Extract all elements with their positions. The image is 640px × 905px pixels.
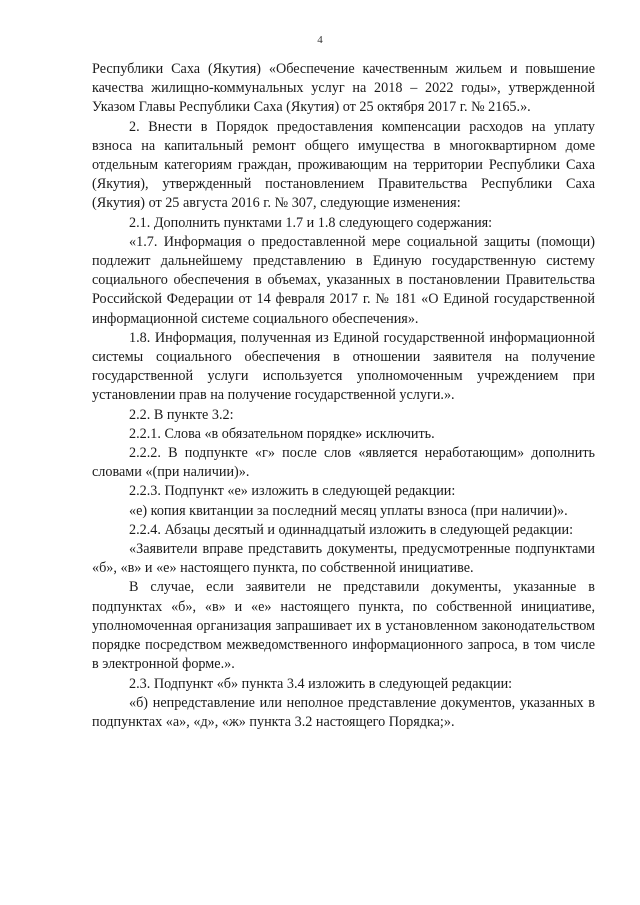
paragraph-4: «1.7. Информация о предоставленной мере социальной защиты (помощи) подлежит дальнейшему представлению в Единую государственную систему социального обеспечения в объемах, указанных в постановлении Правительства Российской Федерации от 14 февраля 2017 г. № 181 «О Единой государственной информационной системе социального обеспечения». [92,233,595,327]
page-number: 4 [317,34,323,46]
paragraph-1: Республики Саха (Якутия) «Обеспечение качественным жильем и повышение качества жилищно-коммунальных услуг на 2018 – 2022 годы», утвержденной Указом Главы Республики Саха (Якутия) от 25 октября 2017 г. № 2165.». [92,61,595,116]
paragraph-14: 2.3. Подпункт «б» пункта 3.4 изложить в следующей редакции: [129,675,513,692]
paragraph-7: 2.2.1. Слова «в обязательном порядке» исключить. [129,425,435,442]
paragraph-5: 1.8. Информация, полученная из Единой государственной информационной системы социального обеспечения в отношении заявителя на получение государственной услуги используется уполномоченным учреждением при установлении прав на получение государственной услуги.». [92,329,595,404]
paragraph-13: В случае, если заявители не представили документы, указанные в подпунктах «б», «в» и «е» настоящего пункта, по собственной инициативе, уполномоченная организация запрашивает их в установленном законодательством порядке посредством межведомственного информационного запроса, в том числе в электронной форме.». [92,579,595,673]
paragraph-6: 2.2. В пункте 3.2: [129,406,234,423]
paragraph-8: 2.2.2. В подпункте «г» после слов «является неработающим» дополнить словами «(при наличии)». [92,445,595,481]
paragraph-12: «Заявители вправе представить документы, предусмотренные подпунктами «б», «в» и «е» настоящего пункта, по собственной инициативе. [92,541,595,577]
paragraph-15: «б) непредставление или неполное представление документов, указанных в подпунктах «а», «д», «ж» пункта 3.2 настоящего Порядка;». [92,694,595,730]
paragraph-10: «е) копия квитанции за последний месяц уплаты взноса (при наличии)». [129,502,568,519]
paragraph-9: 2.2.3. Подпункт «е» изложить в следующей редакции: [129,483,456,500]
paragraph-2: 2. Внести в Порядок предоставления компенсации расходов на уплату взноса на капитальный ремонт общего имущества в многоквартирном доме отдельным категориям граждан, проживающим на территории Республики Саха (Якутия), утвержденный постановлением Правительства Республики Саха (Якутия) от 25 августа 2016 г. № 307, следующие изменения: [92,118,595,212]
paragraph-11: 2.2.4. Абзацы десятый и одиннадцатый изложить в следующей редакции: [129,521,574,538]
document-body [92,60,595,732]
paragraph-3: 2.1. Дополнить пунктами 1.7 и 1.8 следующего содержания: [129,214,493,231]
